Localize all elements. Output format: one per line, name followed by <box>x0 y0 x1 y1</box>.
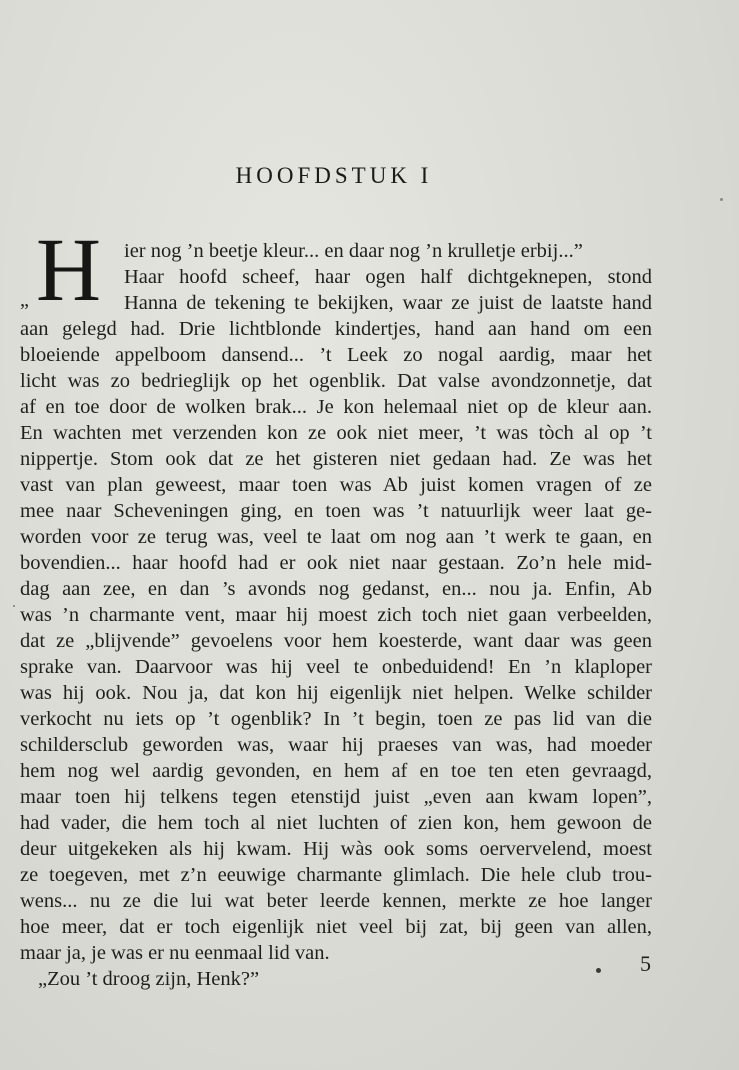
text-line: verkocht nu iets op ’t ogenblik? In ’t begin, toen ze pas lid van die <box>20 708 652 730</box>
text-line: aan gelegd had. Drie lichtblonde kindertjes, hand aan hand om een <box>20 318 652 340</box>
text-line: sprake van. Daarvoor was hij veel te onbeduidend! En ’n klaploper <box>20 656 652 678</box>
dialogue-line: „Zou ’t droog zijn, Henk?” <box>38 968 260 990</box>
drop-cap: H <box>36 221 101 320</box>
ink-speck <box>720 198 723 201</box>
text-line: worden voor ze terug was, veel te laat om nog aan ’t werk te gaan, en <box>20 526 652 548</box>
ink-speck <box>596 968 601 973</box>
text-line: hem nog wel aardig gevonden, en hem af en toe ten eten gevraagd, <box>20 760 652 782</box>
text-line: Hanna de tekening te bekijken, waar ze juist de laatste hand <box>124 292 652 314</box>
page-number: 5 <box>640 951 651 976</box>
text-line: schildersclub geworden was, waar hij praeses van was, had moeder <box>20 734 652 756</box>
text-line: maar toen hij telkens tegen etenstijd juist „even aan kwam lopen”, <box>20 786 652 808</box>
text-line: dag aan zee, en dan ’s avonds nog gedanst, en... nou ja. Enfin, Ab <box>20 578 652 600</box>
text-line: af en toe door de wolken brak... Je kon helemaal niet op de kleur aan. <box>20 396 652 418</box>
text-line: ze toegeven, met z’n eeuwige charmante glimlach. Die hele club trou- <box>20 864 652 886</box>
text-line: maar ja, je was er nu eenmaal lid van. <box>20 942 330 964</box>
text-line: licht was zo bedrieglijk op het ogenblik. Dat valse avondzonnetje, dat <box>20 370 652 392</box>
text-line: nippertje. Stom ook dat ze het gisteren niet gedaan had. Ze was het <box>20 448 652 470</box>
text-line: Haar hoofd scheef, haar ogen half dichtgeknepen, stond <box>124 266 652 288</box>
text-line: hoe meer, dat er toch eigenlijk niet veel bij zat, bij geen van allen, <box>20 916 652 938</box>
text-line: dat ze „blijvende” gevoelens voor hem koesterde, want daar was geen <box>20 630 652 652</box>
text-line: mee naar Scheveningen ging, en toen was ’t natuurlijk weer laat ge- <box>20 500 652 522</box>
text-line: vast van plan geweest, maar toen was Ab juist komen vragen of ze <box>20 474 652 496</box>
ink-speck <box>13 605 15 607</box>
text-line: had vader, die hem toch al niet luchten of zien kon, hem gewoon de <box>20 812 652 834</box>
chapter-heading: HOOFDSTUK I <box>235 163 433 188</box>
text-line: wens... nu ze die lui wat beter leerde kennen, merkte ze hoe langer <box>20 890 652 912</box>
drop-cap-quote: „ <box>20 289 29 311</box>
text-line: was ’n charmante vent, maar hij moest zich toch niet gaan verbeelden, <box>20 604 652 626</box>
text-line: En wachten met verzenden kon ze ook niet meer, ’t was tòch al op ’t <box>20 422 652 444</box>
text-line: bovendien... haar hoofd had er ook niet naar gestaan. Zo’n hele mid- <box>20 552 652 574</box>
text-line: bloeiende appelboom dansend... ’t Leek zo nogal aardig, maar het <box>20 344 652 366</box>
text-line: ier nog ’n beetje kleur... en daar nog ’n krulletje erbij...” <box>124 240 583 262</box>
text-line: deur uitgekeken als hij kwam. Hij wàs ook soms oervervelend, moest <box>20 838 652 860</box>
text-line: was hij ook. Nou ja, dat kon hij eigenlijk niet helpen. Welke schilder <box>20 682 652 704</box>
